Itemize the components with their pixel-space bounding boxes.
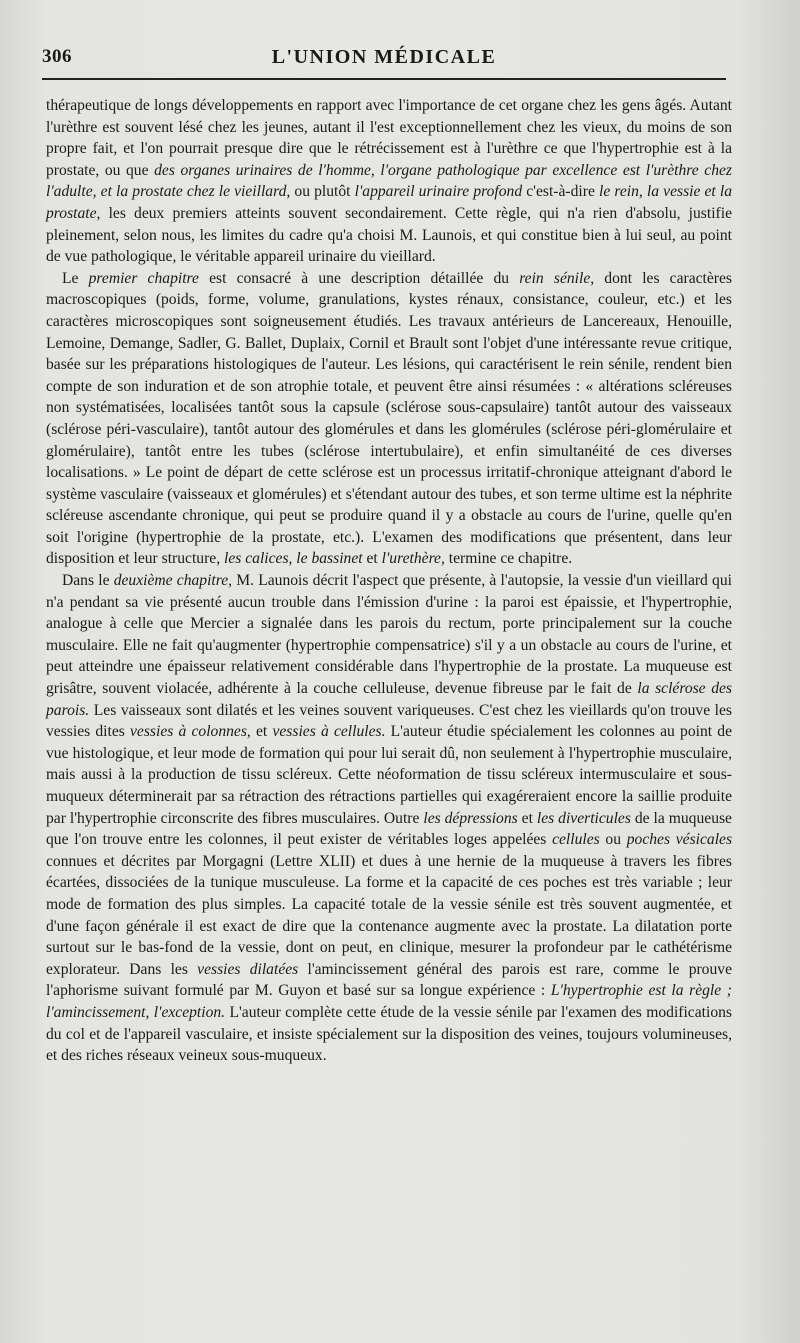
paragraph-first-chapter <box>46 268 732 570</box>
text-run: Les vaisseaux sont dilatés et les veines souvent variqueuses. C'est chez les vieillards qu'on trouve les vessies dites <box>46 701 732 741</box>
italic-text-run: les calices, le bassinet <box>224 550 363 568</box>
text-run: et <box>362 550 382 568</box>
italic-text-run: des organes urinaires de l'homme, l'organe pathologique par excellence est l'urèthre chez l'adulte, et la prostate chez le vieillard, <box>46 161 732 201</box>
header-rule <box>42 78 726 80</box>
italic-text-run: premier chapitre <box>88 269 199 287</box>
text-run: Le <box>62 269 89 287</box>
text-run: ou plutôt <box>290 183 355 201</box>
text-run: L'auteur étudie spécialement les colonnes au point de vue histologique, et leur mode de formation qui pour lui serait dû, non seulement à l'hypertrophie musculaire, mais aussi à la production de tissu scléreux. Cette néoformation de tissu scléreux intermusculaire et sous-muqueux déterminerait par sa rétraction des rétractions partielles qui exagéreraient encore la saillie produite par l'hypertrophie circonscrite des fibres musculaires. Outre <box>46 723 732 827</box>
italic-text-run: cellules <box>552 831 600 849</box>
running-title: L'UNION MÉDICALE <box>271 46 497 68</box>
text-run: termine ce chapitre. <box>444 550 573 568</box>
italic-text-run: deuxième chapitre, <box>113 572 233 590</box>
italic-text-run: la sclérose des parois. <box>46 680 732 719</box>
text-run: les deux premiers atteints souvent secondairement. Cette règle, qui n'a rien d'absolu, justifie pleinement, selon nous, les limites du cadre qu'a choisi M. Launois, et qui constitue bien à lui seul, au point de vue pathologique, le véritable appareil urinaire du vieillard. <box>46 204 732 266</box>
text-run: est consacré à une description détaillée du <box>198 269 520 287</box>
italic-text-run: les diverticules <box>536 809 631 827</box>
text-run: et <box>517 809 537 827</box>
paragraph-intro <box>46 95 732 268</box>
italic-text-run: rein sénile, <box>519 269 595 287</box>
text-run: dont les caractères macroscopiques (poids, forme, volume, granulations, kystes rénaux, consistance, couleur, etc.) et les caractères microscopiques sont soigneusement étudiés. Les travaux antérieurs de Lancereaux, Henouille, Lemoine, Demange, Sadler, G. Ballet, Duplaix, Cornil et Brault sont l'objet d'une intéressante revue critique, basée sur les préparations histologiques de l'auteur. Les lésions, qui caractérisent le rein sénile, rendent bien compte de son induration et de son atrophie totale, et peuvent être ainsi résumées : « altérations scléreuses non systématisées, localisées tantôt sous la capsule (sclérose sous-capsulaire) tantôt autour des vaisseaux (sclérose péri-vasculaire), tantôt autour des glomérules et dans les glomérules (sclérose péri-glomérulaire et glomérulaire), tantôt entre les tubes (sclérose intertubulaire), et enfin simultanéité de ces diverses localisations. » Le point de départ de cette sclérose est un processus irritatif-chronique atteignant d'abord le système vasculaire (vaisseaux et glomérules) et s'étendant autour des tubes, et son terme ultime est la néphrite scléreuse ascendante chronique, qui peut se produire quand il y a obstacle au cours de l'urine, quelle qu'en soit l'origine (hypertrophie de la prostate, etc.). L'examen des modifications que présentent, dans leur disposition et leur structure, <box>46 269 732 568</box>
text-run: c'est-à-dire <box>522 183 599 201</box>
italic-text-run: vessies à colonnes, <box>130 723 251 741</box>
text-run: M. Launois décrit l'aspect que présente, à l'autopsie, la vessie d'un vieillard qui n'a pendant sa vie présenté aucun trouble dans l'émission d'urine : la paroi est épaissie, et l'hypertrophie, analogue à celle que Mercier a signalée dans les parois du rectum, porte principalement sur la couche musculaire. Elle ne fait qu'augmenter (hypertrophie compensatrice) s'il y a un obstacle au cours de l'urine, et peut atteindre une épaisseur relativement considérable dans l'hypertrophie de la prostate. La muqueuse est grisâtre, souvent violacée, adhérente à la couche celluleuse, devenue fibreuse par le fait de <box>46 572 732 698</box>
text-run: connues et décrites par Morgagni (Lettre XLII) et dues à une hernie de la muqueuse à travers les fibres écartées, dissociées de la tunique musculeuse. La forme et la capacité de ces poches est très variable ; leur mode de formation des plus simples. La capacité totale de la vessie sénile est très souvent augmentée, et d'une façon générale il est exact de dire que la contenance augmente avec la prostate. La dilatation porte surtout sur le bas-fond de la vessie, dont on peut, en clinique, mesurer la profondeur par le cathétérisme explorateur. Dans les <box>46 852 732 978</box>
text-run: ou <box>599 831 627 849</box>
text-run: thérapeutique de longs développements en rapport avec l'importance de cet organe chez les gens âgés. Autant l'urèthre est souvent lésé chez les jeunes, autant il l'est exceptionnellement chez les vieux, du moins de son propre fait, et l'on pourrait presque dire que le rétrécissement est à l'urèthre ce que l'hypertrophie est à la prostate, ou que <box>46 97 732 179</box>
italic-text-run: L'hypertrophie est la règle ; l'amincissement, l'exception. <box>46 982 732 1021</box>
italic-text-run: l'appareil urinaire profond <box>354 183 523 201</box>
italic-text-run: vessies dilatées <box>197 960 299 978</box>
italic-text-run: vessies à cellules. <box>272 723 386 741</box>
italic-text-run: l'urethère, <box>381 550 445 568</box>
text-run: de la muqueuse que l'on trouve entre les colonnes, il peut exister de véritables loges appelées <box>46 809 732 849</box>
text-run: Dans le <box>62 572 114 590</box>
page-header <box>42 44 726 78</box>
text-run: L'auteur complète cette étude de la vessie sénile par l'examen des modifications du col et de l'appareil vasculaire, et insiste spécialement sur la disposition des veines, toujours volumineuses, et des riches réseaux veineux sous-muqueux. <box>46 1003 732 1065</box>
text-run: et <box>250 723 273 741</box>
italic-text-run: les dépressions <box>423 809 518 827</box>
italic-text-run: poches vésicales <box>626 831 733 849</box>
article-body <box>46 95 732 1067</box>
text-run: l'amincissement général des parois est rare, comme le prouve l'aphorisme suivant formulé par M. Guyon et basé sur sa longue expérience : <box>46 960 732 1000</box>
paragraph-second-chapter <box>46 570 732 1067</box>
page-number: 306 <box>42 46 72 67</box>
italic-text-run: le rein, la vessie et la prostate, <box>46 183 733 222</box>
